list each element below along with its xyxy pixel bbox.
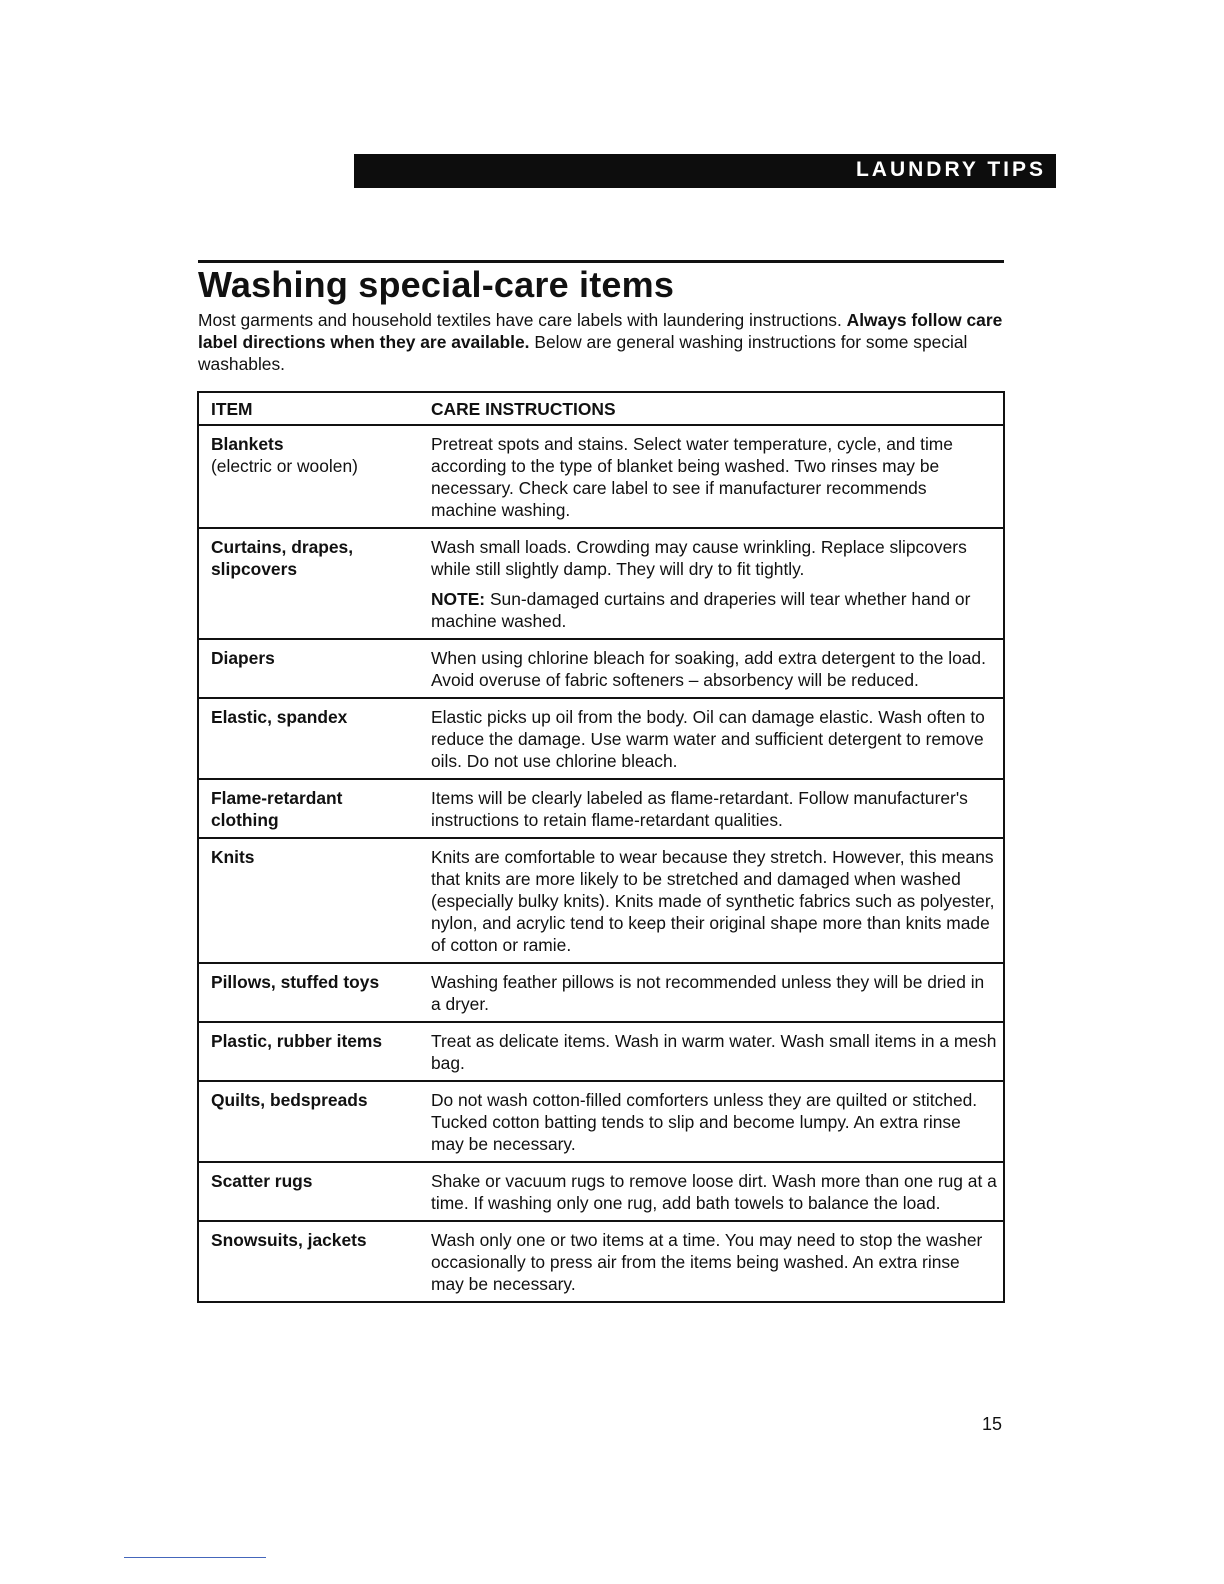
care-cell <box>419 1221 1004 1302</box>
table-row <box>198 963 1004 1022</box>
care-cell <box>419 779 1004 838</box>
care-cell <box>419 963 1004 1022</box>
item-cell <box>198 1221 419 1302</box>
title-rule <box>198 260 1004 263</box>
intro-paragraph <box>198 309 1004 375</box>
care-cell <box>419 639 1004 698</box>
table-row <box>198 425 1004 528</box>
care-instruction: Pretreat spots and stains. Select water temperature, cycle, and time according to the type of blanket being washed. Two rinses may be necessary. Check care label to see if manufacturer recommends machine washing. <box>431 434 953 520</box>
item-cell <box>198 698 419 779</box>
table-row <box>198 698 1004 779</box>
column-header-item: ITEM <box>198 392 419 425</box>
table-row <box>198 1022 1004 1081</box>
item-name: Flame-retardant clothing <box>211 788 343 830</box>
footer-line <box>124 1557 266 1558</box>
care-cell <box>419 1162 1004 1221</box>
care-cell <box>419 838 1004 963</box>
item-name: Curtains, drapes, slipcovers <box>211 537 354 579</box>
intro-text-end: Below are general washing instructions for some special washables. <box>198 332 968 374</box>
care-instruction: When using chlorine bleach for soaking, add extra detergent to the load. Avoid overuse of fabric softeners – absorbency will be reduced. <box>431 648 986 690</box>
care-instruction: Elastic picks up oil from the body. Oil can damage elastic. Wash often to reduce the damage. Use warm water and sufficient detergent to remove oils. Do not use chlorine bleach. <box>431 707 985 771</box>
item-subtitle: (electric or woolen) <box>211 456 358 476</box>
item-cell <box>198 963 419 1022</box>
table-row <box>198 1221 1004 1302</box>
intro-text: Most garments and household textiles have care labels with laundering instructions. <box>198 310 847 330</box>
item-name: Quilts, bedspreads <box>211 1090 368 1110</box>
item-cell <box>198 1081 419 1162</box>
item-name: Pillows, stuffed toys <box>211 972 380 992</box>
care-instruction: Shake or vacuum rugs to remove loose dirt. Wash more than one rug at a time. If washing only one rug, add bath towels to balance the load. <box>431 1171 997 1213</box>
item-cell <box>198 1162 419 1221</box>
item-cell <box>198 838 419 963</box>
care-cell <box>419 425 1004 528</box>
page-title: Washing special-care items <box>198 264 675 305</box>
care-instruction: Wash small loads. Crowding may cause wrinkling. Replace slipcovers while still slightly damp. They will dry to fit tightly. <box>431 537 967 579</box>
table-row <box>198 639 1004 698</box>
item-name: Blankets <box>211 434 284 454</box>
care-instruction: Wash only one or two items at a time. You may need to stop the washer occasionally to press air from the items being washed. An extra rinse may be necessary. <box>431 1230 983 1294</box>
care-note <box>431 588 997 632</box>
care-cell <box>419 698 1004 779</box>
table-row <box>198 1162 1004 1221</box>
item-name: Knits <box>211 847 255 867</box>
banner-title: LAUNDRY TIPS <box>855 158 1046 181</box>
care-cell <box>419 1081 1004 1162</box>
item-cell <box>198 528 419 639</box>
care-instruction: Treat as delicate items. Wash in warm water. Wash small items in a mesh bag. <box>431 1031 997 1073</box>
item-cell <box>198 779 419 838</box>
item-name: Plastic, rubber items <box>211 1031 383 1051</box>
care-cell <box>419 1022 1004 1081</box>
care-table-body <box>198 425 1004 1302</box>
table-row <box>198 779 1004 838</box>
care-instruction: Items will be clearly labeled as flame-retardant. Follow manufacturer's instructions to retain flame-retardant qualities. <box>431 788 968 830</box>
care-table <box>197 391 1005 1303</box>
column-header-care: CARE INSTRUCTIONS <box>419 392 1004 425</box>
care-instruction: Washing feather pillows is not recommended unless they will be dried in a dryer. <box>431 972 985 1014</box>
page-number: 15 <box>982 1414 1003 1434</box>
care-instruction: Do not wash cotton-filled comforters unless they are quilted or stitched. Tucked cotton batting tends to slip and become lumpy. An extra rinse may be necessary. <box>431 1090 978 1154</box>
item-cell <box>198 1022 419 1081</box>
intro-emphasis: Always follow care label directions when they are available. <box>198 310 1003 352</box>
item-name: Elastic, spandex <box>211 707 348 727</box>
item-cell <box>198 639 419 698</box>
section-banner <box>354 154 1056 188</box>
table-header-row <box>198 392 1004 425</box>
item-cell <box>198 425 419 528</box>
item-name: Snowsuits, jackets <box>211 1230 367 1250</box>
item-name: Diapers <box>211 648 275 668</box>
table-row <box>198 838 1004 963</box>
care-cell <box>419 528 1004 639</box>
care-instruction: Knits are comfortable to wear because they stretch. However, this means that knits are more likely to be stretched and damaged when washed (especially bulky knits). Knits made of synthetic fabrics such as polyester, nylon, and acrylic tend to keep their original shape more than knits made of cotton or ramie. <box>431 847 995 955</box>
table-row <box>198 1081 1004 1162</box>
note-label: NOTE: <box>431 589 486 609</box>
note-text: Sun-damaged curtains and draperies will tear whether hand or machine washed. <box>431 589 971 631</box>
item-name: Scatter rugs <box>211 1171 313 1191</box>
table-row <box>198 528 1004 639</box>
